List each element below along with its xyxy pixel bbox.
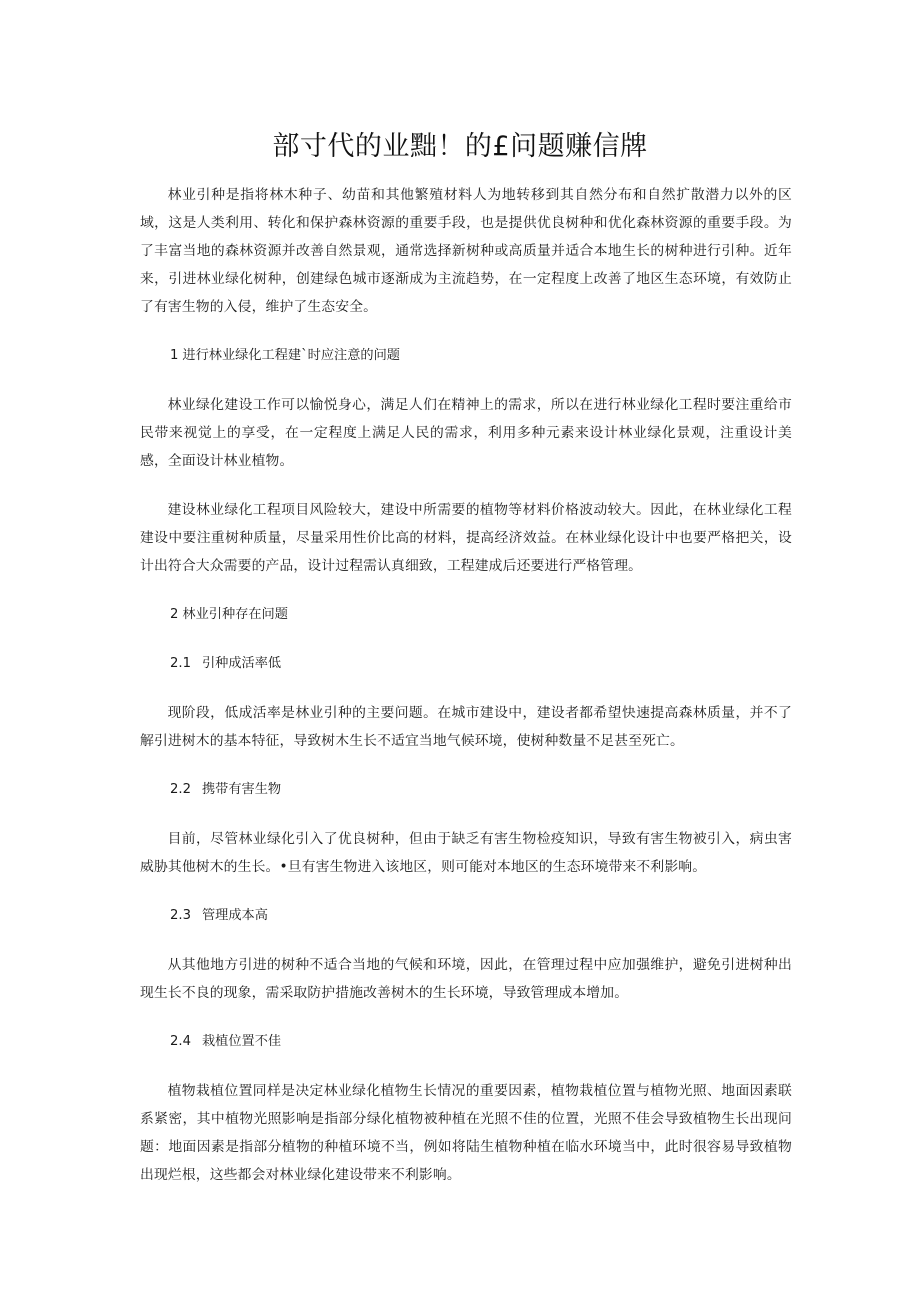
subsection-2-3-paragraph: 从其他地方引进的树种不适合当地的气候和环境，因此，在管理过程中应加强维护，避免引进树种出现生长不良的现象，需采取防护措施改善树木的生长环境，导致管理成本增加。 [140, 957, 792, 1001]
subsection-2-4-title: 栽植位置不佳 [202, 1034, 282, 1049]
section-2-title: 林业引种存在问题 [182, 607, 288, 622]
section-1-heading [140, 342, 792, 370]
subsection-2-2-number: 2.2 [170, 782, 191, 797]
subsection-2-3-number: 2.3 [170, 908, 191, 923]
subsection-2-4-heading [140, 1028, 792, 1056]
subsection-2-3-title: 管理成本高 [202, 908, 268, 923]
subsection-2-2-heading [140, 776, 792, 804]
section-2-number: 2 [170, 607, 179, 622]
subsection-2-1-paragraph: 现阶段，低成活率是林业引种的主要问题。在城市建设中，建设者都希望快速提高森林质量，并不了解引进树木的基本特征，导致树木生长不适宜当地气候环境，使树种数量不足甚至死亡。 [140, 705, 792, 749]
section-1-paragraph-1: 林业绿化建设工作可以愉悦身心，满足人们在精神上的需求，所以在进行林业绿化工程时要注重给市民带来视觉上的享受，在一定程度上满足人民的需求，利用多种元素来设计林业绿化景观，注重设计美感，全面设计林业植物。 [140, 397, 792, 469]
document-body [140, 181, 792, 1210]
subsection-2-4-paragraph: 植物栽植位置同样是决定林业绿化植物生长情况的重要因素，植物栽植位置与植物光照、地面因素联系紧密，其中植物光照影响是指部分绿化植物被种植在光照不佳的位置，光照不佳会导致植物生长出现问题：地面因素是指部分植物的种植环境不当，例如将陆生植物种植在临水环境当中，此时很容易导致植物出现烂根，这些都会对林业绿化建设带来不利影响。 [140, 1083, 792, 1183]
intro-paragraph: 林业引种是指将林木种子、幼苗和其他繁殖材料人为地转移到其自然分布和自然扩散潜力以外的区域，这是人类利用、转化和保护森林资源的重要手段，也是提供优良树种和优化森林资源的重要手段。为了丰富当地的森林资源并改善自然景观，通常选择新树种或高质量并适合本地生长的树种进行引种。近年来，引进林业绿化树种，创建绿色城市逐渐成为主流趋势，在一定程度上改善了地区生态环境，有效防止了有害生物的入侵，维护了生态安全。 [140, 187, 792, 315]
subsection-2-1-number: 2.1 [170, 656, 191, 671]
subsection-2-1-title: 引种成活率低 [202, 656, 282, 671]
subsection-2-1-heading [140, 650, 792, 678]
section-1-number: 1 [170, 348, 179, 363]
subsection-2-4-number: 2.4 [170, 1034, 191, 1049]
section-1-paragraph-2: 建设林业绿化工程项目风险较大，建设中所需要的植物等材料价格波动较大。因此，在林业绿化工程建设中要注重树种质量，尽量采用性价比高的材料，提高经济效益。在林业绿化设计中也要严格把关，设计出符合大众需要的产品，设计过程需认真细致，工程建成后还要进行严格管理。 [140, 502, 792, 574]
subsection-2-3-heading [140, 902, 792, 930]
document-title: 部寸代的业黜！的£问题赚信牌 [272, 131, 648, 162]
subsection-2-2-paragraph: 目前，尽管林业绿化引入了优良树种，但由于缺乏有害生物检疫知识，导致有害生物被引入，病虫害威胁其他树木的生长。•旦有害生物进入该地区，则可能对本地区的生态环境带来不利影响。 [140, 831, 792, 875]
subsection-2-2-title: 携带有害生物 [202, 782, 282, 797]
section-2-heading [140, 601, 792, 629]
section-1-title: 进行林业绿化工程建`时应注意的问题 [182, 348, 400, 363]
